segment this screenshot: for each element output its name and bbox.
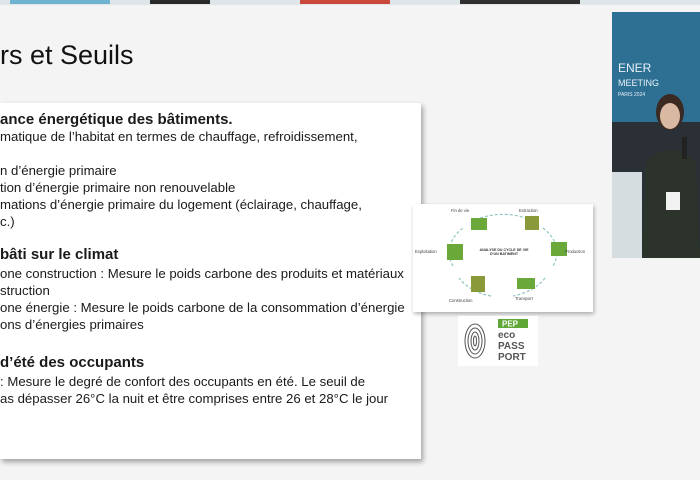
slide-title: rs et Seuils [0,40,134,70]
life-cycle-diagram [413,204,593,312]
text-line: as dépasser 26°C la nuit et être comprises entre 26 et 28°C le jour [0,391,389,406]
stage-screen-panel [612,172,642,258]
slide-content-card [0,103,421,459]
text-line: matique de l’habitat en termes de chauffage, refroidissement, [0,129,358,144]
stage-label: Fin de vie [451,208,470,213]
text-line: : Mesure le degré de confort des occupants en été. Le seuil de [0,374,366,389]
text-line: tion d’énergie primaire non renouvelable [0,180,236,195]
life-cycle-graphic [413,204,593,312]
pep-ecopassport-logo [458,316,538,366]
section-heading: ance énergétique des bâtiments. [0,111,233,128]
text-line: one énergie : Mesure le poids carbone de la consommation d’énergie [0,300,405,315]
fingerprint-icon [458,316,538,366]
text-line: one construction : Mesure le poids carbone des produits et matériaux [0,266,404,281]
microphone-icon [682,137,687,159]
section-heading: d’été des occupants [0,354,145,371]
text-line: struction [0,283,50,298]
text-line: mations d’énergie primaire du logement (éclairage, chauffage, [0,197,362,212]
text-line: c.) [0,214,15,229]
section-heading: bâti sur le climat [0,246,119,263]
stage-label: Exploitation [415,249,437,254]
port-text: PORT [498,352,526,363]
diagram-center-title: ANALYSE DU CYCLE DE VIE D’UN BATIMENT [479,248,529,257]
eco-text: eco [498,330,516,341]
banner-line2: MEETING [618,78,660,88]
text-line: n d’énergie primaire [0,163,117,178]
speaker-badge [666,192,680,210]
banner-line1: ENER [618,61,652,75]
stage-label: Production [565,249,586,254]
stage-label: Construction [449,298,473,303]
pep-text: PEP [502,319,519,329]
speaker-face [660,103,680,129]
stage-label: Extraction [519,208,538,213]
banner-line3: PARIS 2024 [618,92,646,98]
top-strip [0,0,700,5]
pass-text: PASS [498,341,525,352]
text-line: ons d’énergies primaires [0,317,144,332]
stage-label: Transport [515,296,533,301]
